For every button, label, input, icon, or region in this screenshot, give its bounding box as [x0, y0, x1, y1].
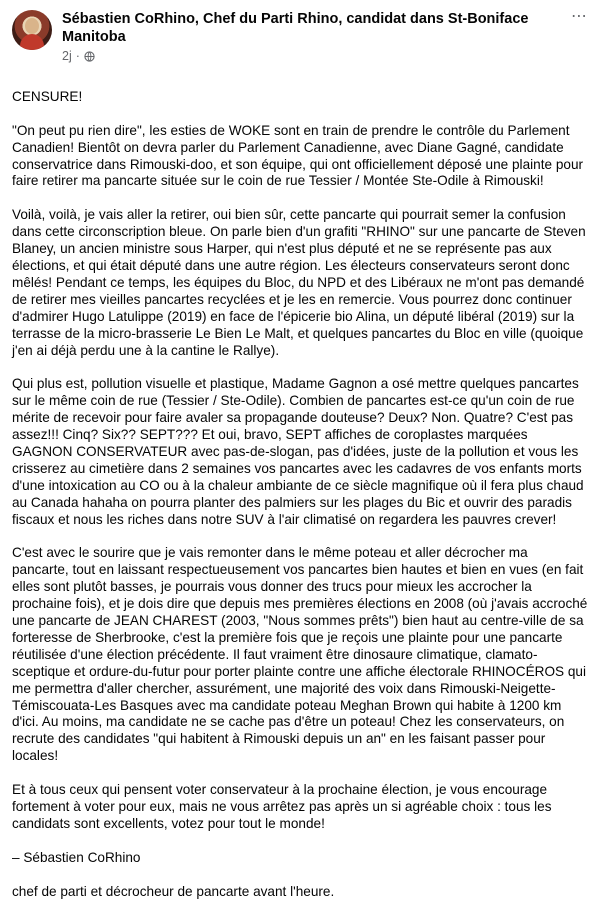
post-body: [12, 72, 588, 917]
paragraph: Qui plus est, pollution visuelle et plastique, Madame Gagnon a osé mettre quelques pancartes sur le même coin de rue (Tessier / Ste-Odile). Combien de pancartes est-ce qu'un coin de rue mérite de recevoir pour faire avaler sa propagande douteuse? Deux? Non. Quatre? C'est pas assez!!! Cinq? Six?? SEPT??? Et oui, bravo, SEPT affiches de coroplastes marquées GAGNON CONSERVATEUR avec pas-de-slogan, pas d'idées, juste de la pollution et vous les crisserez au cimetière dans 2 semaines vos pancartes avec les cadavres de vos enfants morts d'une intoxication au CO ou à la chaleur ambiante de ce siècle magnifique où il fera plus chaud au Canada hahaha on pourra planter des palmiers sur les plages du Bic et ouvrir des paradis fiscaux et nous les riches dans notre SUV à l'air climatisé on regardera les pauvres crever!: [12, 376, 584, 527]
avatar-face: [25, 18, 39, 34]
paragraph: Et à tous ceux qui pensent voter conservateur à la prochaine élection, je vous encourage fortement à voter pour eux, mais ne vous arrêtez pas après un si agréable choix : tous les candidats sont excellents, votez pour tout le monde!: [12, 782, 552, 831]
post-timestamp[interactable]: 2j: [62, 49, 72, 63]
author-name[interactable]: Sébastien CoRhino, Chef du Parti Rhino, candidat dans St-Boniface Manitoba: [62, 11, 529, 45]
signature-line: – Sébastien CoRhino: [12, 849, 141, 865]
more-options-icon[interactable]: ⋯: [571, 8, 588, 25]
paragraph: "On peut pu rien dire", les esties de WOKE sont en train de prendre le contrôle du Parlement Canadien! Bientôt on devra parler du Parlement Canadienne, avec Diane Gagné, candidate conservatrice dans Rimouski-doo, et son équipe, qui ont officiellement déposé une plainte pour faire retirer ma pancarte située sur le coin de rue Tessier / Montée Ste-Odile à Rimouski!: [12, 122, 584, 189]
globe-icon: [84, 51, 95, 62]
author-avatar[interactable]: [12, 10, 52, 50]
paragraph: Voilà, voilà, je vais aller la retirer, oui bien sûr, cette pancarte qui pourrait semer la confusion dans cette circonscription bleue. On parle bien d'un grafiti "RHINO" sur une pancarte de Steven Blaney, un ancien ministre sous Harper, qui n'est plus député et ne se représente pas aux élections, et qui était député dans une autre région. Les électeurs conservateurs seront donc mêlés! Pendant ce temps, les équipes du Bloc, du NPD et des Libéraux ne m'ont pas demandé de retirer mes vieilles pancartes recyclées et je les en remercie. Vous pourrez donc continuer d'admirer Hugo Latulippe (2019) en face de l'épicerie bio Alina, un député libéral (2019) sur la terrasse de la micro-brasserie Le Bien Le Malt, et quelques pancartes du Bloc en ville (quoique j'en ai déjà perdu une à la cantine le Rallye).: [12, 207, 586, 358]
paragraph: C'est avec le sourire que je vais remonter dans le même poteau et aller décrocher ma pancarte, tout en laissant respectueusement vos pancartes bien hautes et bien en vues (en fait elles sont plutôt basses, je pourrais vous donner des trucs pour mieux les accrocher la prochaine fois), et je dois dire que depuis mes premières élections en 2008 (où j'avais accroché une pancarte de JEAN CHAREST (2003, "Nous sommes prêts") bien haut au centre-ville de sa forteresse de Sherbrooke, c'est la première fois que je reçois une plainte pour une pancarte réutilisée d'une élection précédente. Il faut vraiment être dinosaure climatique, clamato-sceptique et ordure-du-futur pour porter plainte contre une affiche électorale RHINOCÉROS qui me permettra d'aller chercher, assurément, une majorité des voix dans Rimouski-Neigette-Témiscouata-Les Basques avec ma candidate poteau Meghan Brown qui habite à 1200 km d'ici. Au moins, ma candidate ne se cache pas d'être un poteau! Chez les conservateurs, on recrute des candidates "qui habitent à Rimouski depuis un an" en les faisant passer pour locales!: [12, 545, 588, 764]
post-meta: [62, 10, 588, 63]
post-subline: [62, 49, 562, 63]
separator-dot: ·: [75, 49, 80, 63]
post-header: [12, 10, 588, 66]
avatar-body: [20, 34, 44, 50]
signature-title: chef de parti et décrocheur de pancarte avant l'heure.: [12, 883, 335, 899]
paragraph: CENSURE!: [12, 88, 83, 104]
